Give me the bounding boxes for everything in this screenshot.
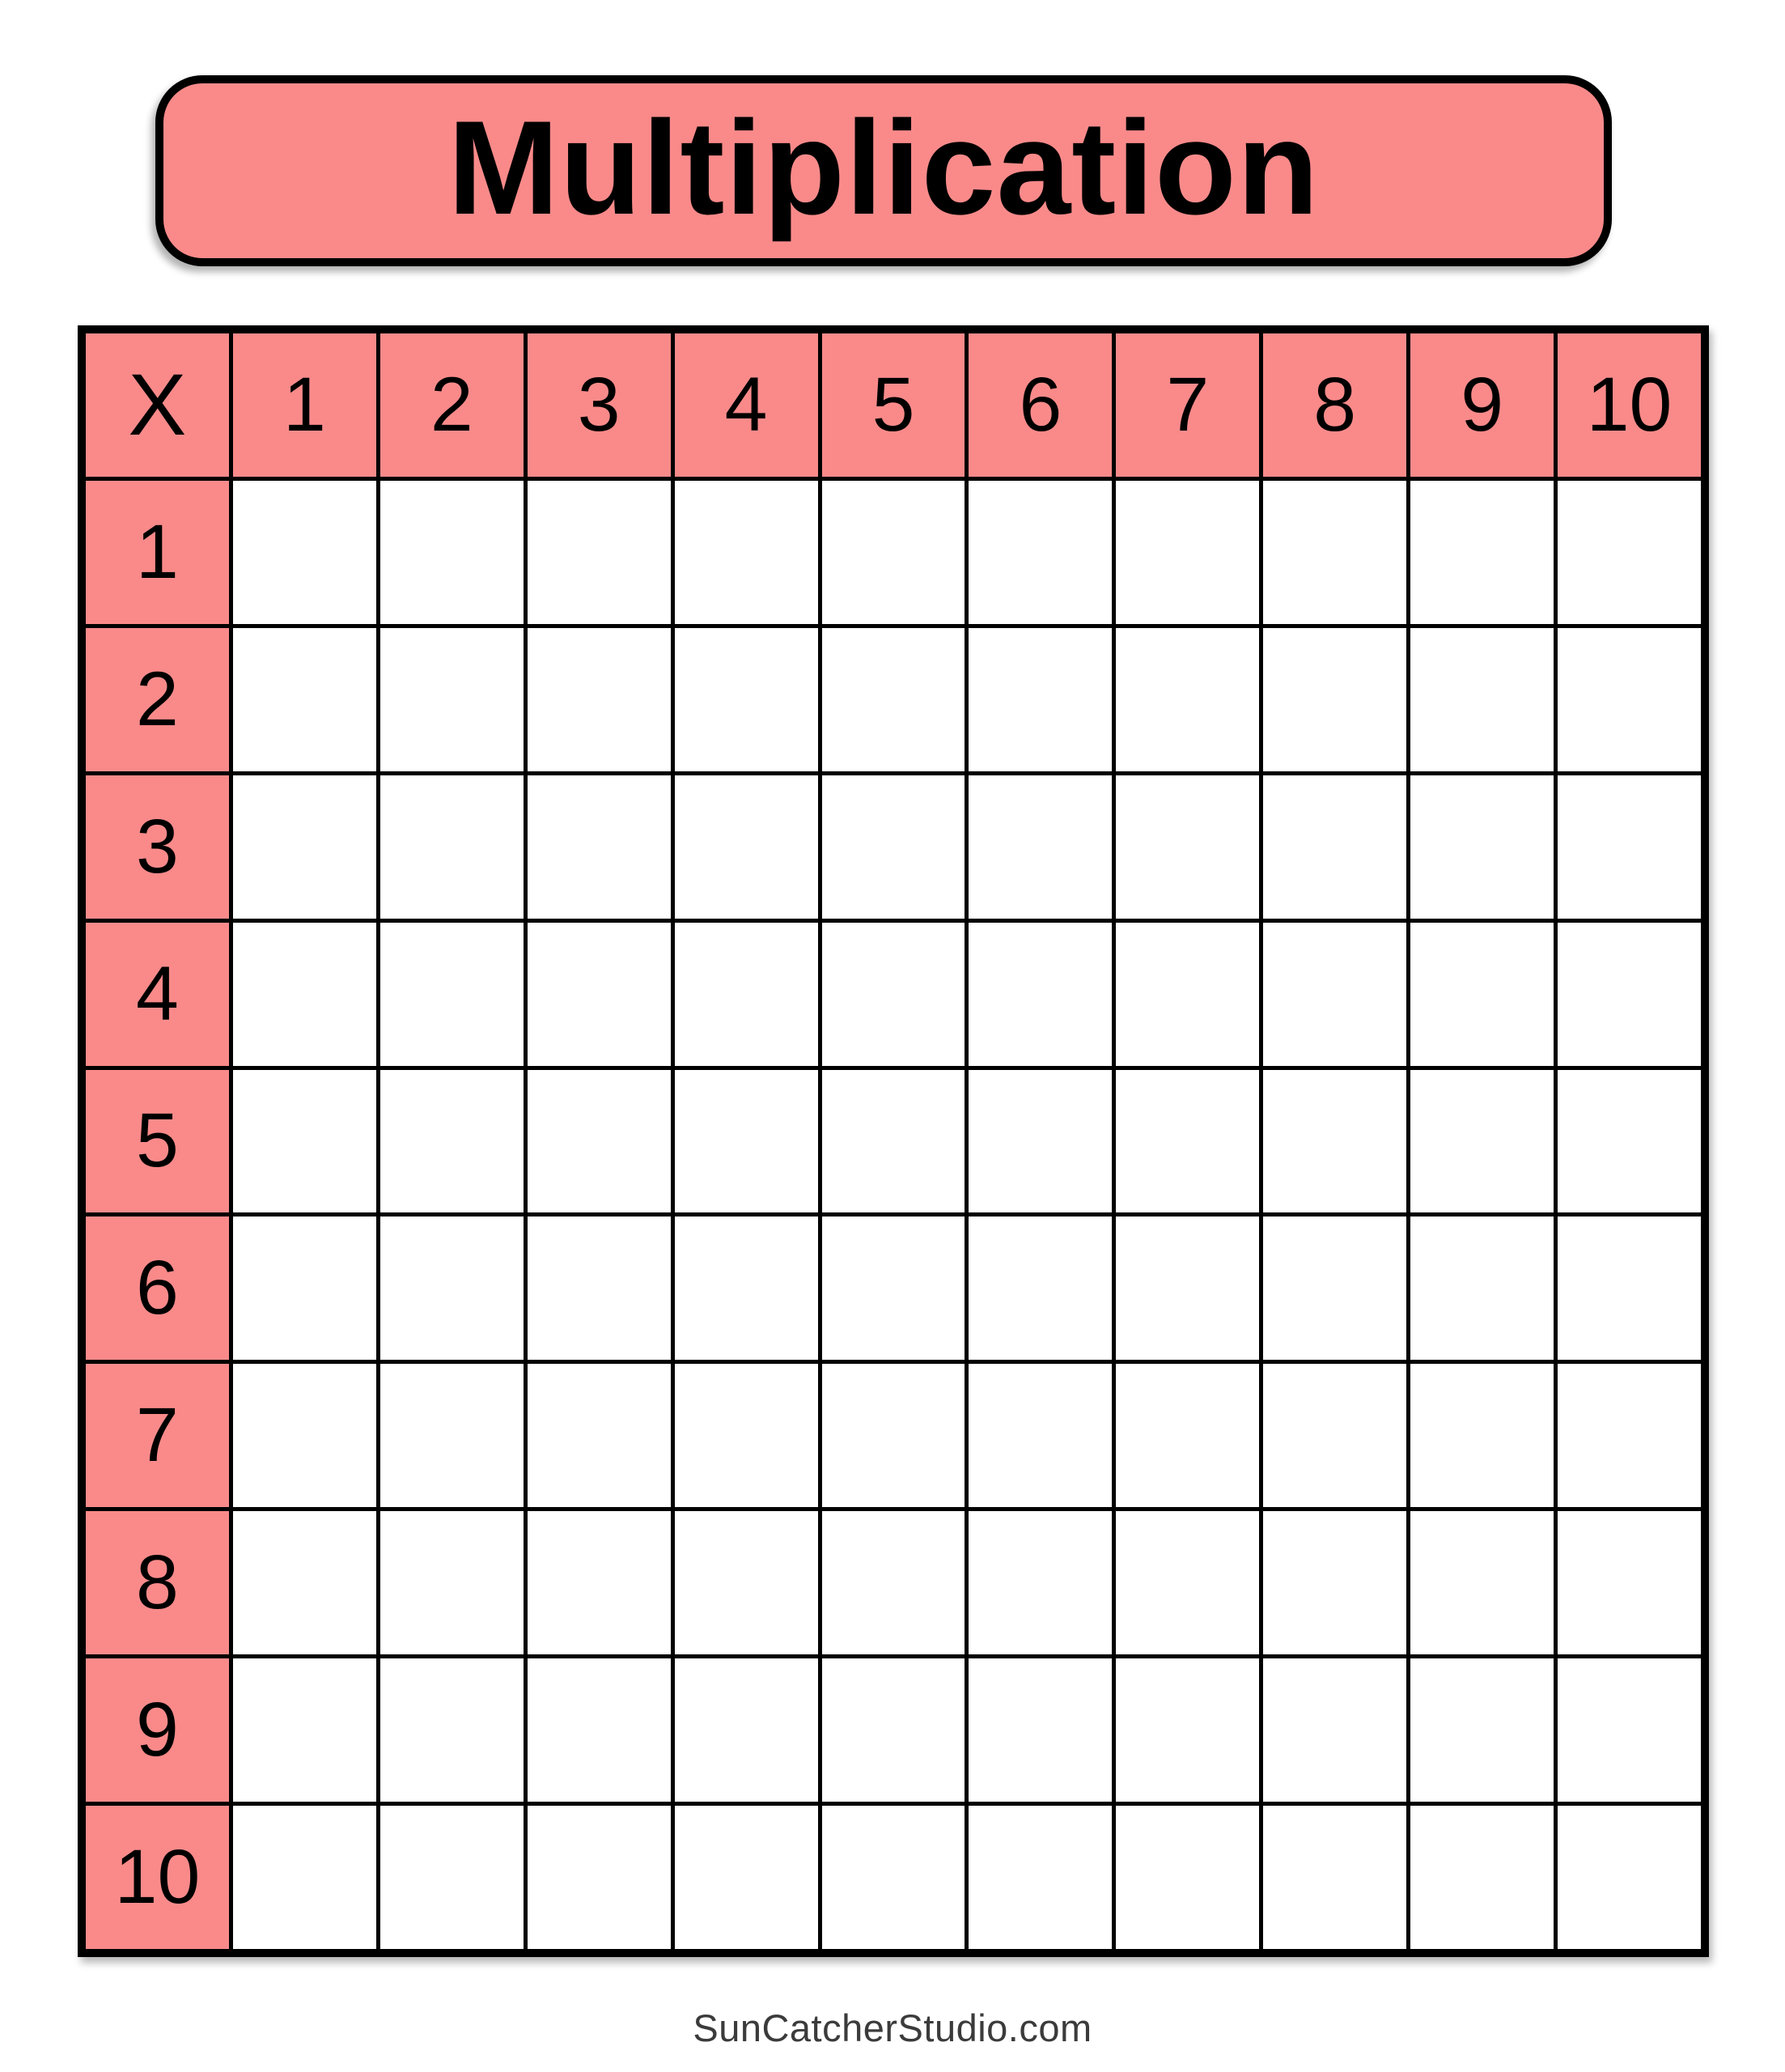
answer-cell-2x1 — [233, 628, 376, 771]
answer-cell-8x1 — [233, 1511, 376, 1654]
answer-cell-7x7 — [1116, 1364, 1259, 1507]
answer-cell-5x10 — [1558, 1070, 1701, 1213]
answer-cell-7x10 — [1558, 1364, 1701, 1507]
answer-cell-10x9 — [1410, 1806, 1554, 1949]
answer-cell-6x7 — [1116, 1216, 1259, 1360]
answer-cell-10x10 — [1558, 1806, 1701, 1949]
answer-cell-4x7 — [1116, 923, 1259, 1066]
answer-cell-5x5 — [822, 1070, 965, 1213]
answer-cell-2x8 — [1263, 628, 1406, 771]
answer-cell-9x10 — [1558, 1658, 1701, 1802]
answer-cell-4x2 — [380, 923, 524, 1066]
answer-cell-2x6 — [969, 628, 1112, 771]
answer-cell-9x2 — [380, 1658, 524, 1802]
answer-cell-8x8 — [1263, 1511, 1406, 1654]
answer-cell-5x2 — [380, 1070, 524, 1213]
answer-cell-5x8 — [1263, 1070, 1406, 1213]
answer-cell-6x5 — [822, 1216, 965, 1360]
answer-cell-10x1 — [233, 1806, 376, 1949]
row-header-5: 5 — [86, 1070, 229, 1213]
answer-cell-7x2 — [380, 1364, 524, 1507]
answer-cell-10x8 — [1263, 1806, 1406, 1949]
footer-credit — [0, 2006, 1785, 2050]
answer-cell-1x10 — [1558, 481, 1701, 624]
answer-cell-10x5 — [822, 1806, 965, 1949]
answer-cell-9x5 — [822, 1658, 965, 1802]
column-header-4: 4 — [675, 333, 818, 477]
answer-cell-9x6 — [969, 1658, 1112, 1802]
column-header-6: 6 — [969, 333, 1112, 477]
answer-cell-9x8 — [1263, 1658, 1406, 1802]
answer-cell-7x6 — [969, 1364, 1112, 1507]
answer-cell-7x1 — [233, 1364, 376, 1507]
answer-cell-6x3 — [528, 1216, 671, 1360]
answer-cell-10x3 — [528, 1806, 671, 1949]
row-header-8: 8 — [86, 1511, 229, 1654]
answer-cell-4x8 — [1263, 923, 1406, 1066]
answer-cell-8x6 — [969, 1511, 1112, 1654]
answer-cell-4x10 — [1558, 923, 1701, 1066]
column-header-8: 8 — [1263, 333, 1406, 477]
answer-cell-1x4 — [675, 481, 818, 624]
answer-cell-3x1 — [233, 775, 376, 919]
answer-cell-7x9 — [1410, 1364, 1554, 1507]
answer-cell-1x7 — [1116, 481, 1259, 624]
row-header-7: 7 — [86, 1364, 229, 1507]
website-credit-text: SunCatcherStudio.com — [693, 2006, 1092, 2049]
answer-cell-6x9 — [1410, 1216, 1554, 1360]
row-header-2: 2 — [86, 628, 229, 771]
answer-cell-1x2 — [380, 481, 524, 624]
answer-cell-6x1 — [233, 1216, 376, 1360]
answer-cell-1x9 — [1410, 481, 1554, 624]
answer-cell-7x8 — [1263, 1364, 1406, 1507]
column-header-10: 10 — [1558, 333, 1701, 477]
answer-cell-1x8 — [1263, 481, 1406, 624]
answer-cell-2x5 — [822, 628, 965, 771]
answer-cell-3x7 — [1116, 775, 1259, 919]
answer-cell-3x4 — [675, 775, 818, 919]
row-header-6: 6 — [86, 1216, 229, 1360]
row-header-10: 10 — [86, 1806, 229, 1949]
answer-cell-7x4 — [675, 1364, 818, 1507]
answer-cell-5x1 — [233, 1070, 376, 1213]
answer-cell-4x6 — [969, 923, 1112, 1066]
answer-cell-8x9 — [1410, 1511, 1554, 1654]
answer-cell-2x3 — [528, 628, 671, 771]
answer-cell-8x3 — [528, 1511, 671, 1654]
answer-cell-9x1 — [233, 1658, 376, 1802]
answer-cell-8x4 — [675, 1511, 818, 1654]
answer-cell-6x2 — [380, 1216, 524, 1360]
answer-cell-5x9 — [1410, 1070, 1554, 1213]
row-header-4: 4 — [86, 923, 229, 1066]
answer-cell-1x6 — [969, 481, 1112, 624]
answer-cell-3x9 — [1410, 775, 1554, 919]
row-header-3: 3 — [86, 775, 229, 919]
answer-cell-10x2 — [380, 1806, 524, 1949]
answer-cell-1x1 — [233, 481, 376, 624]
answer-cell-3x2 — [380, 775, 524, 919]
answer-cell-5x3 — [528, 1070, 671, 1213]
column-header-9: 9 — [1410, 333, 1554, 477]
answer-cell-1x3 — [528, 481, 671, 624]
answer-cell-5x6 — [969, 1070, 1112, 1213]
answer-cell-4x3 — [528, 923, 671, 1066]
column-header-5: 5 — [822, 333, 965, 477]
answer-cell-7x5 — [822, 1364, 965, 1507]
answer-cell-8x5 — [822, 1511, 965, 1654]
answer-cell-3x10 — [1558, 775, 1701, 919]
column-header-1: 1 — [233, 333, 376, 477]
answer-cell-6x4 — [675, 1216, 818, 1360]
answer-cell-1x5 — [822, 481, 965, 624]
answer-cell-9x4 — [675, 1658, 818, 1802]
row-header-1: 1 — [86, 481, 229, 624]
answer-cell-3x5 — [822, 775, 965, 919]
answer-cell-9x3 — [528, 1658, 671, 1802]
column-header-3: 3 — [528, 333, 671, 477]
answer-cell-4x4 — [675, 923, 818, 1066]
answer-cell-6x8 — [1263, 1216, 1406, 1360]
answer-cell-5x7 — [1116, 1070, 1259, 1213]
answer-cell-4x9 — [1410, 923, 1554, 1066]
answer-cell-10x7 — [1116, 1806, 1259, 1949]
answer-cell-3x6 — [969, 775, 1112, 919]
answer-cell-2x9 — [1410, 628, 1554, 771]
answer-cell-4x1 — [233, 923, 376, 1066]
row-header-9: 9 — [86, 1658, 229, 1802]
multiplication-table — [78, 325, 1709, 1957]
title-banner — [155, 75, 1612, 266]
answer-cell-9x9 — [1410, 1658, 1554, 1802]
answer-cell-4x5 — [822, 923, 965, 1066]
operator-corner-cell: X — [86, 333, 229, 477]
answer-cell-10x4 — [675, 1806, 818, 1949]
answer-cell-8x10 — [1558, 1511, 1701, 1654]
answer-cell-7x3 — [528, 1364, 671, 1507]
answer-cell-3x3 — [528, 775, 671, 919]
answer-cell-6x6 — [969, 1216, 1112, 1360]
answer-cell-2x2 — [380, 628, 524, 771]
answer-cell-2x4 — [675, 628, 818, 771]
answer-cell-2x10 — [1558, 628, 1701, 771]
answer-cell-6x10 — [1558, 1216, 1701, 1360]
column-header-2: 2 — [380, 333, 524, 477]
column-header-7: 7 — [1116, 333, 1259, 477]
answer-cell-9x7 — [1116, 1658, 1259, 1802]
answer-cell-8x7 — [1116, 1511, 1259, 1654]
answer-cell-5x4 — [675, 1070, 818, 1213]
answer-cell-10x6 — [969, 1806, 1112, 1949]
answer-cell-8x2 — [380, 1511, 524, 1654]
answer-cell-2x7 — [1116, 628, 1259, 771]
answer-cell-3x8 — [1263, 775, 1406, 919]
page-title: Multiplication — [447, 92, 1320, 242]
